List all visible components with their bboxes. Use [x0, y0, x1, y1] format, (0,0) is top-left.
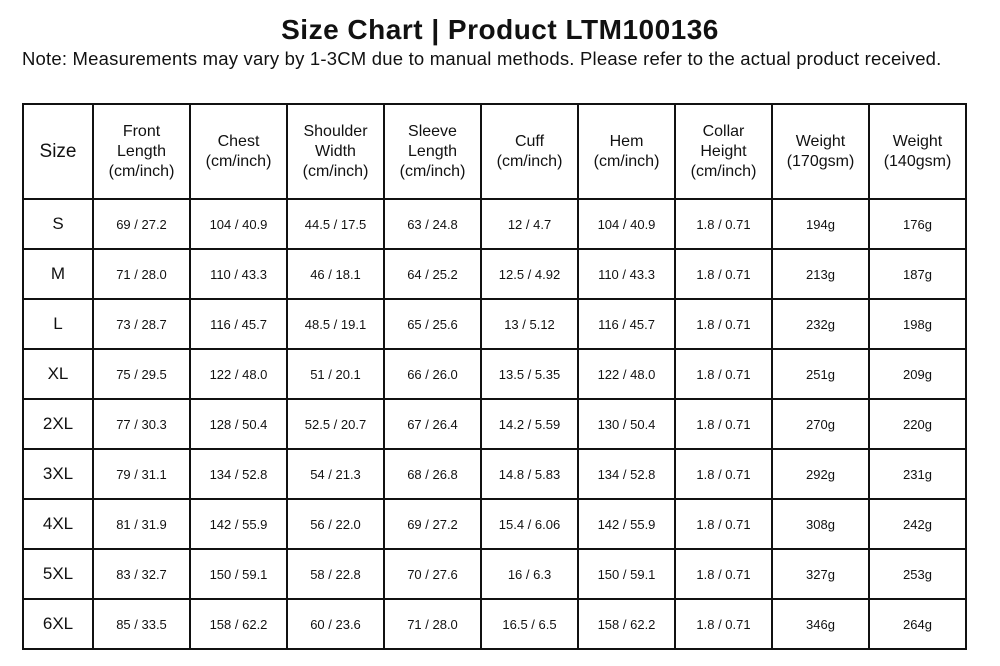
measurement-cell: 242g: [869, 499, 966, 549]
measurement-cell: 1.8 / 0.71: [675, 349, 772, 399]
measurement-cell: 14.8 / 5.83: [481, 449, 578, 499]
column-header: [190, 104, 287, 199]
measurement-cell: 104 / 40.9: [190, 199, 287, 249]
measurement-cell: 69 / 27.2: [384, 499, 481, 549]
measurement-cell: 66 / 26.0: [384, 349, 481, 399]
column-header-line: Chest: [217, 132, 260, 150]
measurement-cell: 48.5 / 19.1: [287, 299, 384, 349]
column-header-line: Weight: [892, 132, 943, 150]
column-header-line: (cm/inch): [302, 162, 369, 180]
measurement-cell: 1.8 / 0.71: [675, 399, 772, 449]
table-row: [23, 199, 966, 249]
measurement-cell: 134 / 52.8: [190, 449, 287, 499]
measurement-cell: 270g: [772, 399, 869, 449]
measurement-cell: 130 / 50.4: [578, 399, 675, 449]
column-header: [772, 104, 869, 199]
measurement-cell: 150 / 59.1: [190, 549, 287, 599]
table-row: [23, 449, 966, 499]
measurement-cell: 71 / 28.0: [384, 599, 481, 649]
column-header: [384, 104, 481, 199]
column-header-line: (cm/inch): [690, 162, 757, 180]
size-label-cell: 5XL: [23, 549, 93, 599]
measurement-cell: 1.8 / 0.71: [675, 599, 772, 649]
measurement-cell: 231g: [869, 449, 966, 499]
table-row: [23, 599, 966, 649]
column-header-line: (cm/inch): [593, 152, 660, 170]
measurement-cell: 308g: [772, 499, 869, 549]
measurement-cell: 12.5 / 4.92: [481, 249, 578, 299]
column-header: [287, 104, 384, 199]
column-header: [675, 104, 772, 199]
measurement-cell: 264g: [869, 599, 966, 649]
measurement-cell: 46 / 18.1: [287, 249, 384, 299]
table-body: [23, 199, 966, 649]
measurement-cell: 150 / 59.1: [578, 549, 675, 599]
table-row: [23, 499, 966, 549]
measurement-cell: 12 / 4.7: [481, 199, 578, 249]
measurement-cell: 1.8 / 0.71: [675, 549, 772, 599]
column-header-line: (cm/inch): [108, 162, 175, 180]
table-row: [23, 299, 966, 349]
measurement-cell: 52.5 / 20.7: [287, 399, 384, 449]
column-header-line: Hem: [609, 132, 644, 150]
measurement-cell: 110 / 43.3: [190, 249, 287, 299]
measurement-cell: 77 / 30.3: [93, 399, 190, 449]
measurement-cell: 63 / 24.8: [384, 199, 481, 249]
size-chart-table-container: [22, 103, 966, 648]
measurement-cell: 51 / 20.1: [287, 349, 384, 399]
measurement-cell: 327g: [772, 549, 869, 599]
measurement-cell: 13 / 5.12: [481, 299, 578, 349]
size-label-cell: 6XL: [23, 599, 93, 649]
measurement-cell: 69 / 27.2: [93, 199, 190, 249]
size-label-cell: L: [23, 299, 93, 349]
measurement-cell: 1.8 / 0.71: [675, 199, 772, 249]
measurement-cell: 60 / 23.6: [287, 599, 384, 649]
column-header-line: Weight: [795, 132, 846, 150]
size-label-cell: S: [23, 199, 93, 249]
column-header-line: Size: [39, 140, 77, 162]
column-header: [93, 104, 190, 199]
measurement-cell: 128 / 50.4: [190, 399, 287, 449]
column-header-line: (140gsm): [883, 152, 952, 170]
measurement-cell: 176g: [869, 199, 966, 249]
measurement-cell: 1.8 / 0.71: [675, 449, 772, 499]
table-header-row: [23, 104, 966, 199]
measurement-cell: 15.4 / 6.06: [481, 499, 578, 549]
measurement-cell: 70 / 27.6: [384, 549, 481, 599]
measurement-cell: 220g: [869, 399, 966, 449]
column-header-line: (cm/inch): [496, 152, 563, 170]
column-header-size: [23, 104, 93, 199]
column-header-line: (cm/inch): [399, 162, 466, 180]
measurement-cell: 232g: [772, 299, 869, 349]
measurement-cell: 198g: [869, 299, 966, 349]
measurement-cell: 16.5 / 6.5: [481, 599, 578, 649]
column-header-line: (170gsm): [786, 152, 855, 170]
measurement-cell: 213g: [772, 249, 869, 299]
measurement-cell: 116 / 45.7: [578, 299, 675, 349]
measurement-cell: 58 / 22.8: [287, 549, 384, 599]
measurement-cell: 122 / 48.0: [190, 349, 287, 399]
column-header-line: Shoulder: [303, 122, 368, 140]
measurement-cell: 292g: [772, 449, 869, 499]
measurement-cell: 85 / 33.5: [93, 599, 190, 649]
measurement-cell: 104 / 40.9: [578, 199, 675, 249]
page-title: Size Chart | Product LTM100136: [281, 14, 719, 45]
measurement-cell: 1.8 / 0.71: [675, 249, 772, 299]
table-row: [23, 549, 966, 599]
measurement-cell: 1.8 / 0.71: [675, 499, 772, 549]
column-header-line: (cm/inch): [205, 152, 272, 170]
measurement-cell: 187g: [869, 249, 966, 299]
measurement-cell: 16 / 6.3: [481, 549, 578, 599]
measurement-cell: 14.2 / 5.59: [481, 399, 578, 449]
measurement-note: Note: Measurements may vary by 1-3CM due to manual methods. Please refer to the actual product received.: [22, 48, 942, 69]
column-header: [481, 104, 578, 199]
size-label-cell: 3XL: [23, 449, 93, 499]
measurement-cell: 64 / 25.2: [384, 249, 481, 299]
measurement-cell: 67 / 26.4: [384, 399, 481, 449]
measurement-cell: 65 / 25.6: [384, 299, 481, 349]
measurement-cell: 134 / 52.8: [578, 449, 675, 499]
measurement-cell: 75 / 29.5: [93, 349, 190, 399]
measurement-cell: 79 / 31.1: [93, 449, 190, 499]
column-header: [869, 104, 966, 199]
measurement-cell: 68 / 26.8: [384, 449, 481, 499]
measurement-cell: 253g: [869, 549, 966, 599]
measurement-cell: 142 / 55.9: [578, 499, 675, 549]
column-header-line: Length: [117, 142, 166, 160]
measurement-cell: 209g: [869, 349, 966, 399]
measurement-cell: 194g: [772, 199, 869, 249]
measurement-cell: 13.5 / 5.35: [481, 349, 578, 399]
column-header-line: Cuff: [514, 132, 545, 150]
column-header-line: Length: [408, 142, 457, 160]
column-header-line: Sleeve: [408, 122, 457, 140]
measurement-cell: 158 / 62.2: [190, 599, 287, 649]
measurement-cell: 122 / 48.0: [578, 349, 675, 399]
measurement-cell: 71 / 28.0: [93, 249, 190, 299]
table-row: [23, 399, 966, 449]
size-label-cell: 4XL: [23, 499, 93, 549]
measurement-cell: 83 / 32.7: [93, 549, 190, 599]
column-header-line: Height: [700, 142, 747, 160]
measurement-cell: 158 / 62.2: [578, 599, 675, 649]
size-label-cell: M: [23, 249, 93, 299]
measurement-cell: 110 / 43.3: [578, 249, 675, 299]
column-header: [578, 104, 675, 199]
measurement-cell: 251g: [772, 349, 869, 399]
measurement-cell: 81 / 31.9: [93, 499, 190, 549]
measurement-cell: 73 / 28.7: [93, 299, 190, 349]
table-row: [23, 349, 966, 399]
measurement-cell: 44.5 / 17.5: [287, 199, 384, 249]
size-chart-table: [22, 103, 967, 650]
column-header-line: Width: [315, 142, 356, 160]
size-label-cell: 2XL: [23, 399, 93, 449]
column-header-line: Front: [122, 122, 161, 140]
measurement-cell: 56 / 22.0: [287, 499, 384, 549]
column-header-line: Collar: [702, 122, 745, 140]
table-row: [23, 249, 966, 299]
measurement-cell: 54 / 21.3: [287, 449, 384, 499]
measurement-cell: 1.8 / 0.71: [675, 299, 772, 349]
measurement-cell: 142 / 55.9: [190, 499, 287, 549]
size-label-cell: XL: [23, 349, 93, 399]
measurement-cell: 116 / 45.7: [190, 299, 287, 349]
measurement-cell: 346g: [772, 599, 869, 649]
